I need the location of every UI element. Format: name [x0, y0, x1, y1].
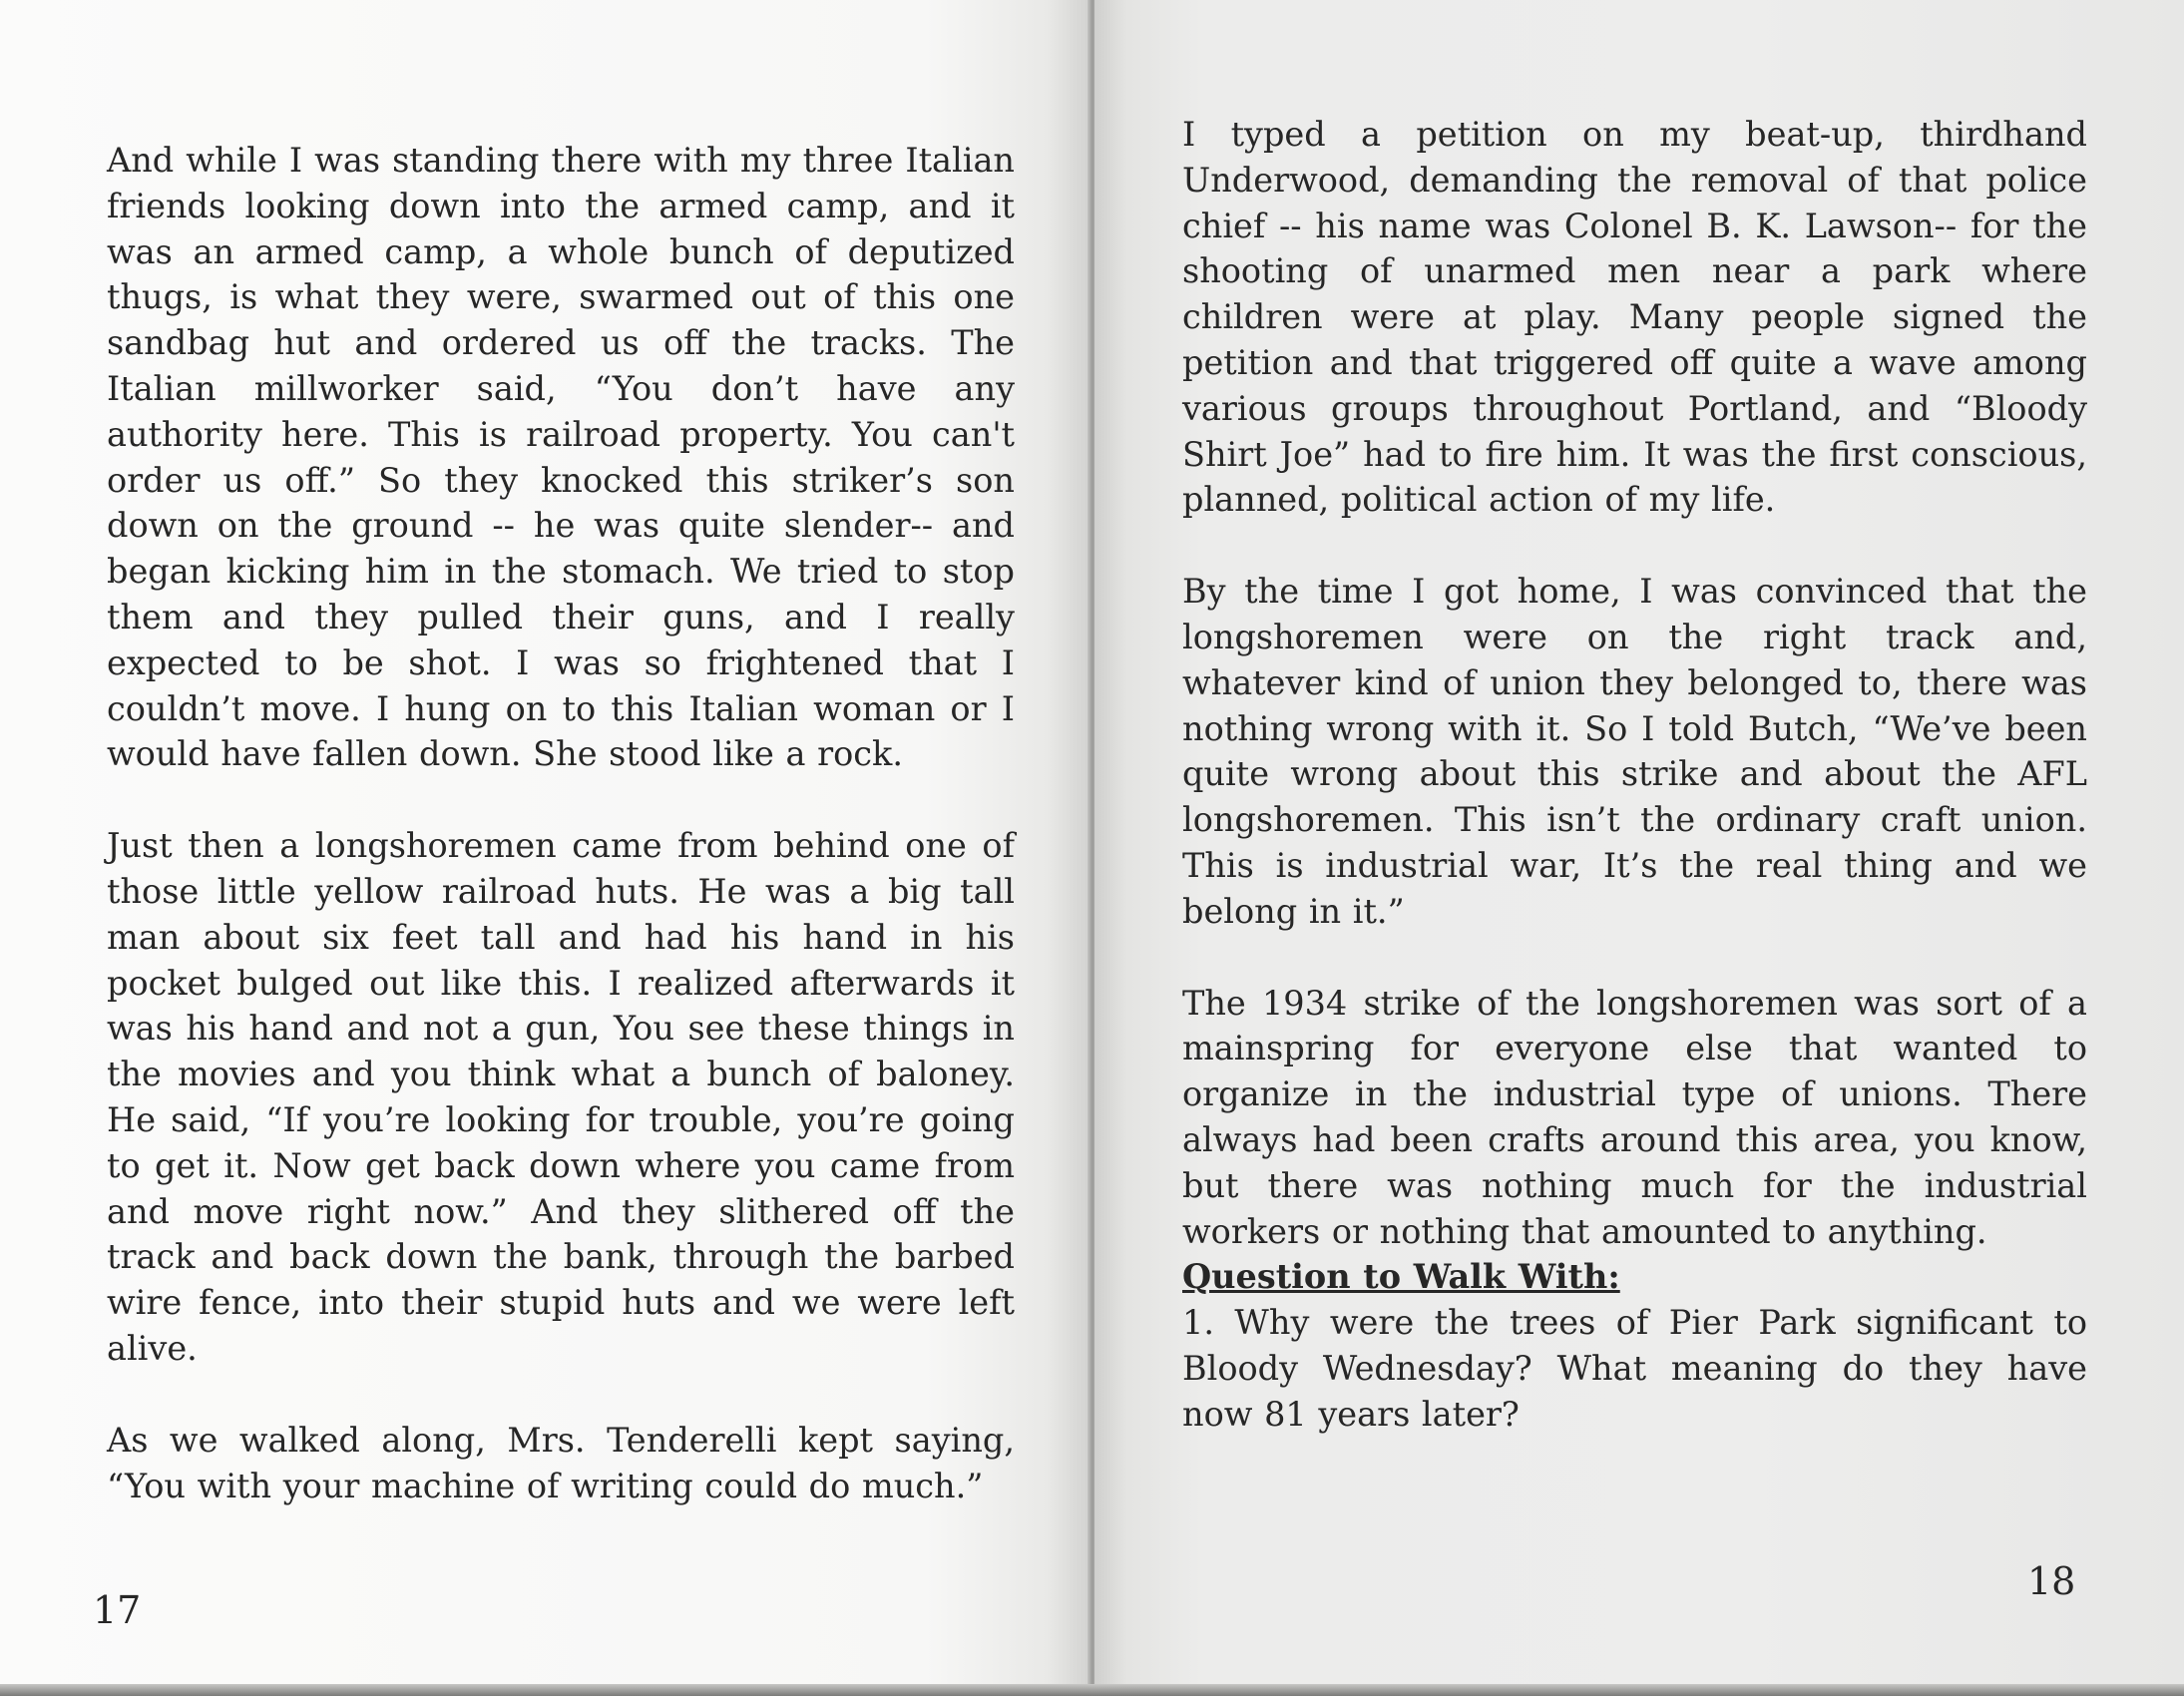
- question-item-1: 1. Why were the trees of Pier Park significant to Bloody Wednesday? What meaning do they have now 81 years later?: [1182, 1303, 2087, 1434]
- left-paragraph-1: And while I was standing there with my three Italian friends looking down into the armed camp, and it was an armed camp, a whole bunch of deputized thugs, is what they were, swarmed out of this one sandbag hut and ordered us off the tracks. The Italian millworker said, “You don’t have any authority here. This is railroad property. You can't order us off.” So they knocked this striker’s son down on the ground -- he was quite slender-- and began kicking him in the stomach. We tried to stop them and they pulled their guns, and I really expected to be shot. I was so frightened that I couldn’t move. I hung on to this Italian woman or I would have fallen down. She stood like a rock.: [107, 141, 1015, 774]
- question-heading: Question to Walk With:: [1182, 1257, 1620, 1297]
- right-paragraph-1: I typed a petition on my beat-up, thirdhand Underwood, demanding the removal of that police chief -- his name was Colonel B. K. Lawson-- for the shooting of unarmed men near a park where children were at play. Many people signed the petition and that triggered off quite a wave among various groups throughout Portland, and “Bloody Shirt Joe” had to fire him. It was the first conscious, planned, political action of my life.: [1182, 115, 2087, 520]
- right-page-body: [1182, 112, 2087, 1438]
- left-paragraph-2: Just then a longshoremen came from behind one of those little yellow railroad huts. He was a big tall man about six feet tall and had his hand in his pocket bulged out like this. I realized afterwards it was his hand and not a gun, You see these things in the movies and you think what a bunch of baloney. He said, “If you’re looking for trouble, you’re going to get it. Now get back down where you came from and move right now.” And they slithered off the track and back down the bank, through the barbed wire fence, into their stupid huts and we were left alive.: [107, 826, 1015, 1368]
- right-paragraph-2: By the time I got home, I was convinced that the longshoremen were on the right track and, whatever kind of union they belonged to, there was nothing wrong with it. So I told Butch, “We’ve been quite wrong about this strike and about the AFL longshoremen. This isn’t the ordinary craft union. This is industrial war, It’s the real thing and we belong in it.”: [1182, 572, 2087, 931]
- left-paragraph-3: As we walked along, Mrs. Tenderelli kept saying, “You with your machine of writing could do much.”: [107, 1420, 1015, 1505]
- right-paragraph-3: The 1934 strike of the longshoremen was sort of a mainspring for everyone else that wanted to organize in the industrial type of unions. There always had been crafts around this area, you know, but there was nothing much for the industrial workers or nothing that amounted to anything.: [1182, 983, 2087, 1251]
- left-page: [0, 0, 1091, 1696]
- page-number-right: 18: [2027, 1559, 2076, 1603]
- page-number-left: 17: [93, 1588, 142, 1632]
- bottom-scan-edge: [0, 1684, 2184, 1696]
- left-page-body: [107, 138, 1015, 1508]
